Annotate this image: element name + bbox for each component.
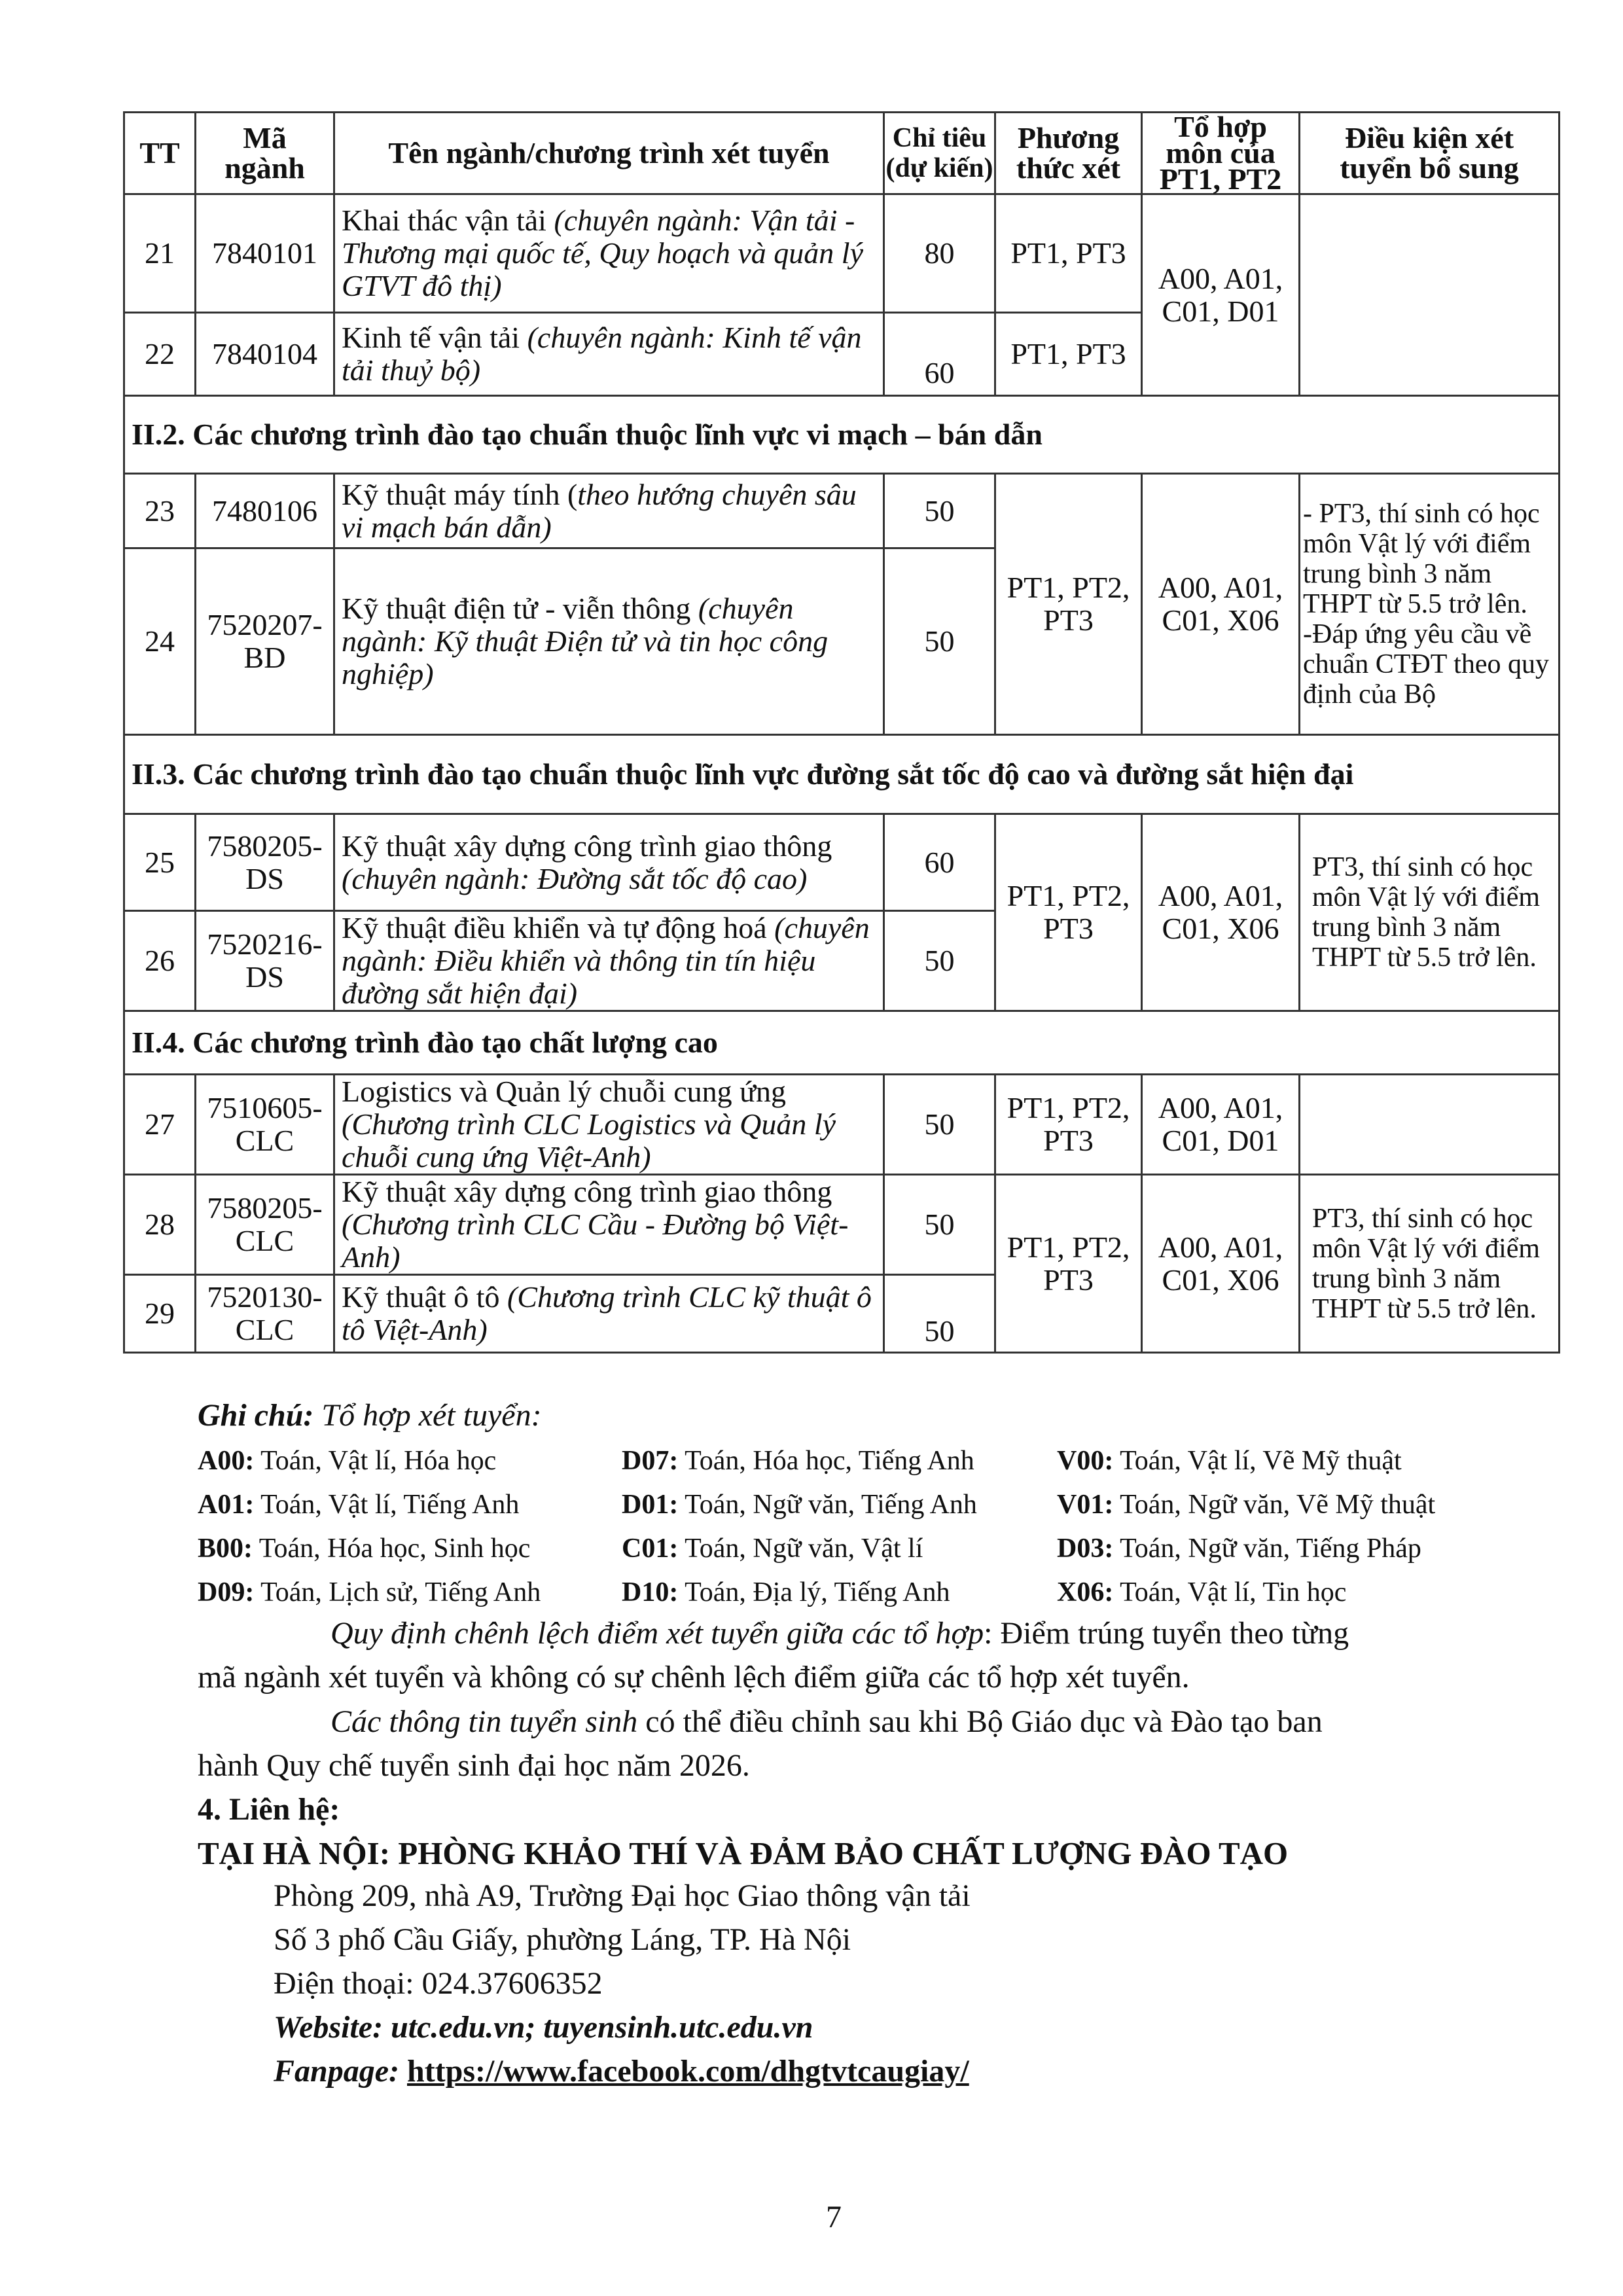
combo-code: X06: (1057, 1577, 1114, 1607)
header-name: Tên ngành/chương trình xét tuyển (334, 113, 884, 194)
combo-code: V01: (1057, 1490, 1114, 1520)
fanpage-link[interactable]: https://www.facebook.com/dhgtvtcaugiay/ (407, 2054, 969, 2089)
name-text: Kỹ thuật xây dựng công trình giao thông (342, 829, 832, 863)
code-cell: 7510605-CLC (196, 1075, 334, 1175)
method-cell: PT1, PT2, PT3 (995, 814, 1142, 1011)
combo-subjects: Toán, Ngữ văn, Tiếng Pháp (1113, 1534, 1421, 1564)
contact-address-2: Số 3 phố Cầu Giấy, phường Láng, TP. Hà Nội (274, 1922, 851, 1957)
combo-cell: A00, A01, C01, X06 (1142, 814, 1300, 1011)
header-tt: TT (124, 113, 196, 194)
combo-code: D10: (622, 1577, 679, 1607)
quota-cell: 60 (884, 814, 995, 911)
combo-cell: A00, A01, C01, X06 (1142, 474, 1300, 735)
combo-subjects: Toán, Lịch sử, Tiếng Anh (254, 1577, 541, 1607)
notes-title (198, 1397, 542, 1433)
combo-legend-item (198, 1533, 530, 1564)
combo-code: D01: (622, 1490, 679, 1520)
name-note: (Chương trình CLC kỹ thuật ô tô Việt-Anh) (342, 1280, 872, 1346)
quota-cell: 60 (884, 313, 995, 396)
contact-office: TẠI HÀ NỘI: PHÒNG KHẢO THÍ VÀ ĐẢM BẢO CHẤT LƯỢNG ĐÀO TẠO (198, 1835, 1289, 1871)
combo-cell: A00, A01, C01, D01 (1142, 194, 1300, 396)
section-title: II.2. Các chương trình đào tạo chuẩn thuộc lĩnh vực vi mạch – bán dẫn (124, 396, 1560, 474)
name-note: (Chương trình CLC Cầu - Đường bộ Việt-Anh) (342, 1208, 849, 1274)
header-quota: Chỉ tiêu (dự kiến) (884, 113, 995, 194)
method-cell: PT1, PT2, PT3 (995, 474, 1142, 735)
table-row (124, 194, 1560, 313)
section-title: II.4. Các chương trình đào tạo chất lượng cao (124, 1011, 1560, 1075)
code-cell: 7520207-BD (196, 548, 334, 735)
code-cell: 7840101 (196, 194, 334, 313)
tt-cell: 26 (124, 911, 196, 1011)
name-cell (334, 313, 884, 396)
tt-cell: 27 (124, 1075, 196, 1175)
condition-cell: - PT3, thí sinh có học môn Vật lý với điểm trung bình 3 năm THPT từ 5.5 trở lên. -Đáp ứng yêu cầu về chuẩn CTĐT theo quy định của Bộ (1300, 474, 1560, 735)
method-cell: PT1, PT3 (995, 194, 1142, 313)
condition-cell (1300, 1075, 1560, 1175)
combo-cell: A00, A01, C01, X06 (1142, 1175, 1300, 1353)
combo-code: A01: (198, 1490, 255, 1520)
table-row (124, 1175, 1560, 1275)
rule-text: : Điểm trúng tuyển theo từng (984, 1616, 1349, 1651)
name-note: (Chương trình CLC Logistics và Quản lý chuỗi cung ứng Việt-Anh) (342, 1107, 836, 1174)
tt-cell: 25 (124, 814, 196, 911)
name-note: (chuyên ngành: Kỹ thuật Điện tử và tin học công nghiệp) (342, 592, 829, 691)
header-combo: Tổ hợp môn của PT1, PT2 (1142, 113, 1300, 194)
combo-legend-item (1057, 1577, 1346, 1608)
combo-subjects: Toán, Vật lí, Hóa học (254, 1446, 497, 1476)
name-cell (334, 548, 884, 735)
combo-code: D07: (622, 1446, 679, 1476)
section-title: II.3. Các chương trình đào tạo chuẩn thuộc lĩnh vực đường sắt tốc độ cao và đường sắt hiện đại (124, 735, 1560, 814)
combo-subjects: Toán, Hóa học, Tiếng Anh (678, 1446, 974, 1476)
combo-legend-item (1057, 1489, 1435, 1520)
contact-phone: Điện thoại: 024.37606352 (274, 1966, 603, 2001)
table-header-row (124, 113, 1560, 194)
contact-website[interactable]: Website: utc.edu.vn; tuyensinh.utc.edu.vn (274, 2010, 813, 2045)
name-text: Kinh tế vận tải (342, 321, 520, 354)
method-cell: PT1, PT3 (995, 313, 1142, 396)
combo-subjects: Toán, Vật lí, Tiếng Anh (254, 1490, 520, 1520)
name-text: Kỹ thuật điều khiển và tự động hoá (342, 911, 767, 944)
name-cell (334, 474, 884, 548)
name-text: Logistics và Quản lý chuỗi cung ứng (342, 1075, 787, 1108)
combo-subjects: Toán, Ngữ văn, Tiếng Anh (678, 1490, 977, 1520)
combo-legend-item (622, 1533, 923, 1564)
tt-cell: 22 (124, 313, 196, 396)
contact-address-1: Phòng 209, nhà A9, Trường Đại học Giao thông vận tải (274, 1878, 971, 1913)
name-note: (chuyên ngành: Kinh tế vận tải thuỷ bộ) (342, 321, 862, 387)
combo-subjects: Toán, Ngữ văn, Vẽ Mỹ thuật (1113, 1490, 1436, 1520)
quota-cell: 50 (884, 1075, 995, 1175)
name-note: (chuyên ngành: Đường sắt tốc độ cao) (342, 861, 808, 895)
combo-legend-item (1057, 1533, 1421, 1564)
code-cell: 7480106 (196, 474, 334, 548)
fanpage-label: Fanpage: (274, 2054, 407, 2089)
name-note: theo hướng chuyên sâu vi mạch bán dẫn) (342, 477, 857, 544)
table-row (124, 1075, 1560, 1175)
combo-legend-item (622, 1577, 950, 1608)
quota-cell: 80 (884, 194, 995, 313)
name-cell (334, 194, 884, 313)
quota-cell: 50 (884, 474, 995, 548)
combo-subjects: Toán, Ngữ văn, Vật lí (678, 1534, 923, 1564)
info-italic: Các thông tin tuyển sinh (330, 1704, 638, 1739)
name-note: (chuyên ngành: Vận tải - Thương mại quốc tế, Quy hoạch và quản lý GTVT đô thị) (342, 204, 864, 302)
combo-code: D03: (1057, 1534, 1114, 1564)
tt-cell: 23 (124, 474, 196, 548)
notes-subtitle: Tổ hợp xét tuyển: (313, 1398, 542, 1433)
name-text: Kỹ thuật ô tô (342, 1280, 500, 1314)
condition-cell (1300, 194, 1560, 396)
section-row (124, 735, 1560, 814)
combo-legend-item (198, 1489, 519, 1520)
combo-subjects: Toán, Vật lí, Tin học (1113, 1577, 1347, 1607)
tt-cell: 28 (124, 1175, 196, 1275)
info-line-2: hành Quy chế tuyển sinh đại học năm 2026. (198, 1748, 750, 1783)
header-condition: Điều kiện xét tuyển bổ sung (1300, 113, 1560, 194)
contact-heading: 4. Liên hệ: (198, 1792, 340, 1827)
combo-legend-item (622, 1445, 974, 1477)
combo-subjects: Toán, Hóa học, Sinh học (253, 1534, 531, 1564)
method-cell: PT1, PT2, PT3 (995, 1075, 1142, 1175)
combo-subjects: Toán, Địa lý, Tiếng Anh (678, 1577, 950, 1607)
combo-cell: A00, A01, C01, D01 (1142, 1075, 1300, 1175)
method-cell: PT1, PT2, PT3 (995, 1175, 1142, 1353)
info-line-1 (330, 1704, 1323, 1740)
code-cell: 7520216-DS (196, 911, 334, 1011)
name-cell (334, 1175, 884, 1275)
combo-code: V00: (1057, 1446, 1114, 1476)
combo-code: C01: (622, 1534, 679, 1564)
combo-subjects: Toán, Vật lí, Vẽ Mỹ thuật (1113, 1446, 1402, 1476)
code-cell: 7520130-CLC (196, 1275, 334, 1353)
info-text: có thể điều chỉnh sau khi Bộ Giáo dục và Đào tạo ban (637, 1704, 1323, 1739)
condition-cell: PT3, thí sinh có học môn Vật lý với điểm trung bình 3 năm THPT từ 5.5 trở lên. (1300, 814, 1560, 1011)
name-cell (334, 911, 884, 1011)
combo-legend-item (198, 1577, 541, 1608)
tt-cell: 21 (124, 194, 196, 313)
code-cell: 7580205-DS (196, 814, 334, 911)
name-cell (334, 1275, 884, 1353)
tt-cell: 24 (124, 548, 196, 735)
contact-fanpage (274, 2053, 969, 2089)
rule-line-1 (330, 1615, 1349, 1651)
code-cell: 7840104 (196, 313, 334, 396)
combo-legend-item (1057, 1445, 1402, 1477)
notes-label: Ghi chú: (198, 1398, 314, 1433)
name-text: Kỹ thuật máy tính ( (342, 477, 578, 511)
section-row (124, 396, 1560, 474)
combo-code: D09: (198, 1577, 255, 1607)
table-row (124, 474, 1560, 548)
condition-cell: PT3, thí sinh có học môn Vật lý với điểm trung bình 3 năm THPT từ 5.5 trở lên. (1300, 1175, 1560, 1353)
quota-cell: 50 (884, 1175, 995, 1275)
name-cell (334, 1075, 884, 1175)
code-cell: 7580205-CLC (196, 1175, 334, 1275)
page-number: 7 (826, 2200, 842, 2234)
name-text: Kỹ thuật xây dựng công trình giao thông (342, 1175, 832, 1208)
quota-cell: 50 (884, 1275, 995, 1353)
name-cell (334, 814, 884, 911)
combo-legend-item (622, 1489, 977, 1520)
combo-code: B00: (198, 1534, 253, 1564)
header-code: Mã ngành (196, 113, 334, 194)
section-row (124, 1011, 1560, 1075)
name-text: Khai thác vận tải (342, 204, 546, 237)
tt-cell: 29 (124, 1275, 196, 1353)
quota-cell: 50 (884, 911, 995, 1011)
admission-table (123, 111, 1560, 1354)
rule-line-2: mã ngành xét tuyển và không có sự chênh lệch điểm giữa các tổ hợp xét tuyển. (198, 1660, 1190, 1695)
name-text: Kỹ thuật điện tử - viễn thông (342, 592, 691, 625)
rule-italic: Quy định chênh lệch điểm xét tuyển giữa các tổ hợp (330, 1616, 984, 1651)
combo-legend-item (198, 1445, 496, 1477)
combo-code: A00: (198, 1446, 255, 1476)
quota-cell: 50 (884, 548, 995, 735)
header-method: Phương thức xét (995, 113, 1142, 194)
table-row (124, 814, 1560, 911)
name-note: (chuyên ngành: Điều khiển và thông tin tín hiệu đường sắt hiện đại) (342, 911, 870, 1010)
